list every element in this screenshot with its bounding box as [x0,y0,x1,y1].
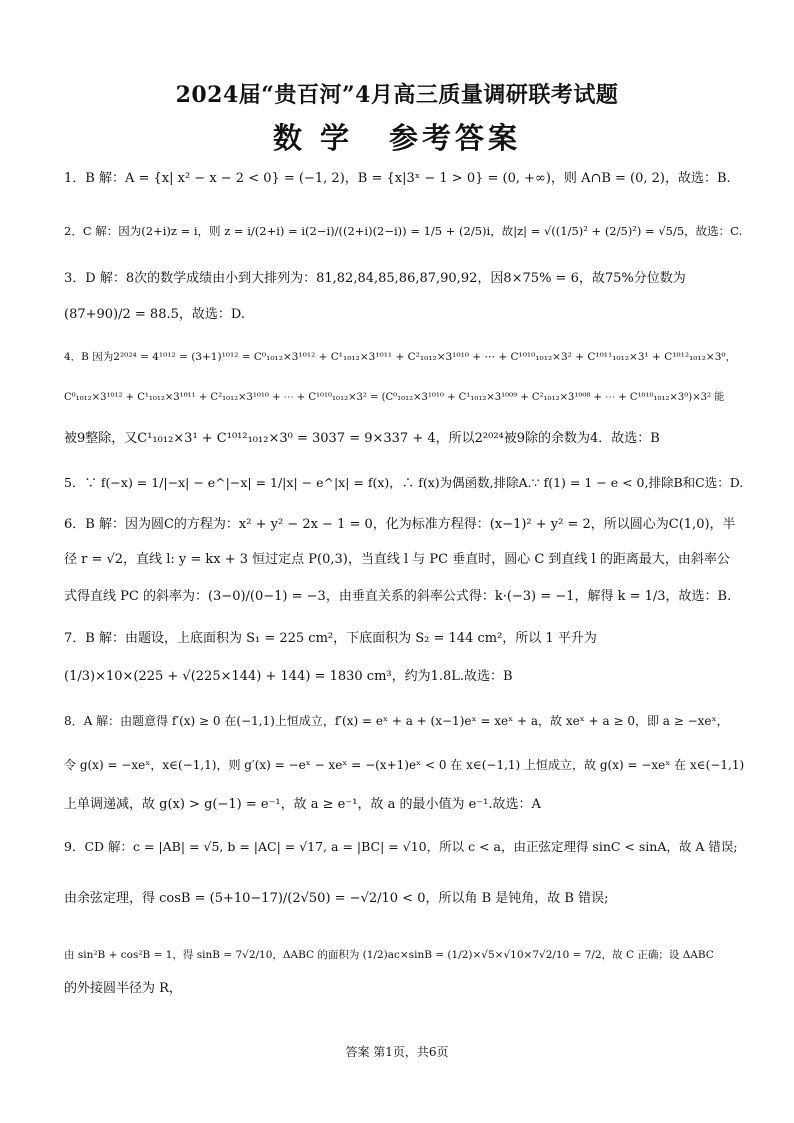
solution-line-q7a: 7．B 解：由题设，上底面积为 S₁ = 225 cm²，下底面积为 S₂ = 144 cm²，所以 1 平升为 [64,631,597,646]
solution-line-q9b: 由余弦定理，得 cosB = (5+10−17)/(2√50) = −√2/10 < 0，所以角 B 是钝角，故 B 错误; [64,891,609,906]
exam-title: 2024届“贵百河”4月高三质量调研联考试题 [175,82,619,108]
solution-line-q3b: (87+90)/2 = 88.5，故选：D. [64,307,245,322]
solution-line-q9d: 的外接圆半径为 R， [64,981,182,996]
subject-title [0,116,794,157]
page-footer: 答案 第1页，共6页 [345,1045,449,1059]
solution-line-q4c: 被9整除，又C¹₁₀₁₂×3¹ + C¹⁰¹²₁₀₁₂×3⁰ = 3037 = 9×337 + 4，所以2²⁰²⁴被9除的余数为4．故选：B [64,431,660,446]
solution-line-q5: 5．∵ f(−x) = 1/|−x| − e^|−x| = 1/|x| − e^|x| = f(x)，∴ f(x)为偶函数,排除A.∵ f(1) = 1 − e < 0,排除B和C选：D. [64,475,744,490]
solution-line-q6a: 6．B 解：因为圆C的方程为：x² + y² − 2x − 1 = 0，化为标准方程得：(x−1)² + y² = 2，所以圆心为C(1,0)，半 [64,517,736,532]
solution-line-q4a: 4．B 因为2²⁰²⁴ = 4¹⁰¹² = (3+1)¹⁰¹² = C⁰₁₀₁₂×3¹⁰¹² + C¹₁₀₁₂×3¹⁰¹¹ + C²₁₀₁₂×3¹⁰¹⁰ + ⋯ + C¹⁰¹⁰₁₀₁₂×3² + C¹⁰¹¹₁₀₁₂×3¹ + C¹⁰¹²₁₀₁₂×3⁰， [64,351,737,363]
solution-line-q9a: 9．CD 解：c = |AB| = √5, b = |AC| = √17, a = |BC| = √10，所以 c < a，由正弦定理得 sinC < sinA，故 A 错误; [64,839,738,854]
solution-line-q2: 2．C 解：因为(2+i)z = i，则 z = i/(2+i) = i(2−i)/((2+i)(2−i)) = 1/5 + (2/5)i，故|z| = √((1/5)² + (2/5)²) = √5/5，故选：C. [64,224,743,238]
solution-line-q6c: 式得直线 PC 的斜率为：(3−0)/(0−1) = −3，由垂直关系的斜率公式得：k·(−3) = −1，解得 k = 1/3，故选：B. [64,589,732,604]
solution-line-q9c: 由 sin²B + cos²B = 1，得 sinB = 7√2/10，ΔABC 的面积为 (1/2)ac×sinB = (1/2)×√5×√10×7√2/10 = 7/2，故 C 正确；设 ΔABC [64,949,714,961]
solution-line-q8c: 上单调递减，故 g(x) > g(−1) = e⁻¹，故 a ≥ e⁻¹，故 a 的最小值为 e⁻¹.故选：A [64,797,541,812]
answer-key-label: 参考答案 [389,121,522,155]
solution-line-q8b: 令 g(x) = −xeˣ，x∈(−1,1)，则 g′(x) = −eˣ − xeˣ = −(x+1)eˣ < 0 在 x∈(−1,1) 上恒成立，故 g(x) = −xeˣ 在 x∈(−1,1) [64,758,744,772]
solution-line-q4b: C⁰₁₀₁₂×3¹⁰¹² + C¹₁₀₁₂×3¹⁰¹¹ + C²₁₀₁₂×3¹⁰¹⁰ + ⋯ + C¹⁰¹⁰₁₀₁₂×3² = (C⁰₁₀₁₂×3¹⁰¹⁰ + C¹₁₀₁₂×3¹⁰⁰⁹ + C²₁₀₁₂×3¹⁰⁰⁸ + ⋯ + C¹⁰¹⁰₁₀₁₂×3⁰)×3² 能 [64,392,725,403]
solution-line-q7b: (1/3)×10×(225 + √(225×144) + 144) = 1830 cm³，约为1.8L.故选：B [64,669,513,684]
solution-line-q3a: 3．D 解：8次的数学成绩由小到大排列为：81,82,84,85,86,87,90,92，因8×75% = 6，故75%分位数为 [64,271,686,286]
solution-line-q1: 1．B 解：A = {x| x² − x − 2 < 0} = (−1, 2)，B = {x|3ˣ − 1 > 0} = (0, +∞)，则 A∩B = (0, 2)，故选：B. [64,171,731,186]
subject-label: 数 学 [272,121,354,155]
solution-line-q6b: 径 r = √2，直线 l: y = kx + 3 恒过定点 P(0,3)，当直线 l 与 PC 垂直时，圆心 C 到直线 l 的距离最大，由斜率公 [64,552,730,567]
solution-line-q8a: 8．A 解：由题意得 f′(x) ≥ 0 在(−1,1)上恒成立，f′(x) = eˣ + a + (x−1)eˣ = xeˣ + a，故 xeˣ + a ≥ 0，即 a ≥ −xeˣ， [64,714,729,728]
